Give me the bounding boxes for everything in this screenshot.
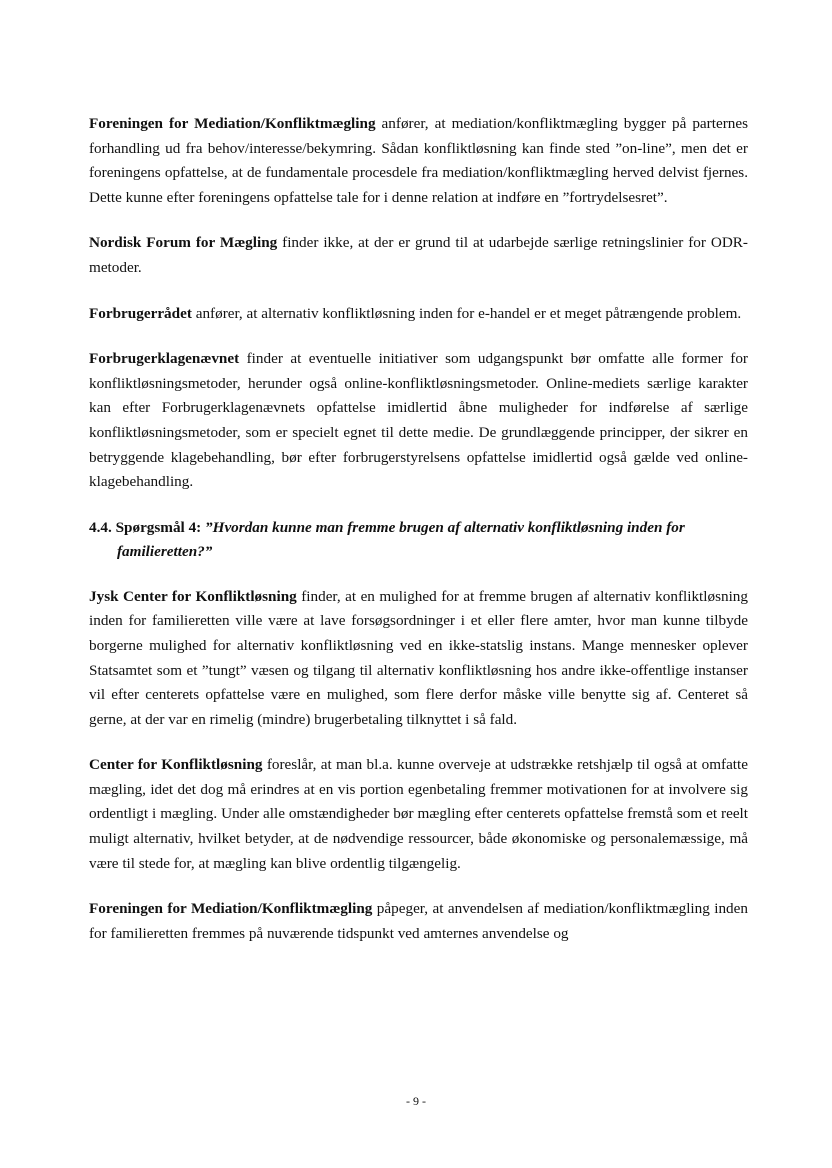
paragraph-center-konfliktloesning [89, 753, 748, 876]
paragraph-text: anfører, at alternativ konfliktløsning inden for e-handel er et meget påtrængende problem. [191, 304, 742, 322]
section-heading [89, 516, 748, 564]
paragraph-text: finder at eventuelle initiativer som udgangspunkt bør omfatte alle former for konfliktløsningsmetoder, herunder også online-konfliktløsningsmetoder. Online-mediets særlige karakter kan efter Forbrugerklagenævnets opfattelse imidlertid åbne muligheder for indførelse af særlige konfliktløsningsmetoder, som er specielt egnet til dette medie. De grundlæggende principper, der sikrer en betryggende klagebehandling, bør efter forbrugerstyrelsens opfattelse imidlertid også gælde ved online-klagebehandling. [89, 350, 748, 491]
organization-name: Foreningen for Mediation/Konfliktmægling [89, 115, 376, 132]
paragraph-text: anfører, at mediation/konfliktmægling bygger på parternes forhandling ud fra behov/interesse/bekymring. Sådan konfliktløsning kan finde sted ”on-line”, men det er foreningens opfattelse, at de fundamentale procesdele fra mediation/konfliktmægling herved delvist fjernes. Dette kunne efter foreningens opfattelse tale for i denne relation at indføre en ”fortrydelsesret”. [89, 115, 748, 206]
paragraph-jysk-center [89, 585, 748, 733]
section-label: Spørgsmål 4: [115, 518, 202, 536]
organization-name: Foreningen for Mediation/Konfliktmægling [89, 900, 373, 918]
section-number: 4.4. [89, 518, 112, 536]
paragraph-text: påpeger, at anvendelsen af mediation/konfliktmægling inden for familieretten fremmes på nuværende tidspunkt ved amternes anvendelse og [89, 900, 748, 942]
paragraph-mediation-foreningen-2 [89, 897, 748, 946]
organization-name: Forbrugerrådet [89, 304, 192, 322]
section-question: ”Hvordan kunne man fremme brugen af alternativ konfliktløsning inden for familieretten?” [117, 518, 685, 560]
paragraph-mediation-foreningen [89, 112, 748, 210]
paragraph-nordisk-forum [89, 231, 748, 280]
organization-name: Center for Konfliktløsning [89, 756, 263, 774]
paragraph-forbrugerklagenaevnet [89, 347, 748, 495]
paragraph-text: finder ikke, at der er grund til at udarbejde særlige retningslinier for ODR-metoder. [89, 234, 748, 276]
document-page [89, 112, 748, 967]
organization-name: Forbrugerklagenævnet [89, 350, 240, 368]
organization-name: Nordisk Forum for Mægling [89, 234, 278, 252]
paragraph-forbrugerraadet [89, 302, 748, 327]
page-number: - 9 - [406, 1094, 426, 1108]
paragraph-text: finder, at en mulighed for at fremme brugen af alternativ konfliktløsning inden for familieretten ville være at lave forsøgsordninger i et eller flere amter, hvor man kunne tilbyde borgerne mulighed for alternativ konfliktløsning ved en ikke-statslig instans. Mange mennesker oplever Statsamtet som et ”tungt” væsen og tilgang til alternativ konfliktløsning hos andre ikke-offentlige instanser vil efter centerets opfattelse være en mulighed, som flere derfor måske ville benytte sig af. Centeret så gerne, at der var en rimelig (mindre) brugerbetaling tilknyttet i så fald. [89, 587, 748, 728]
paragraph-text: foreslår, at man bl.a. kunne overveje at udstrække retshjælp til også at omfatte mægling, idet det dog må erindres at en vis portion egenbetaling fremmer motivationen for at involvere sig ordentligt i mægling. Under alle omstændigheder bør mægling efter centerets opfattelse fremstå som et reelt muligt alternativ, hvilket betyder, at de nødvendige ressourcer, både økonomiske og personalemæssige, må være til stede for, at mægling kan blive ordentlig tilgængelig. [89, 756, 748, 872]
organization-name: Jysk Center for Konfliktløsning [89, 587, 297, 605]
